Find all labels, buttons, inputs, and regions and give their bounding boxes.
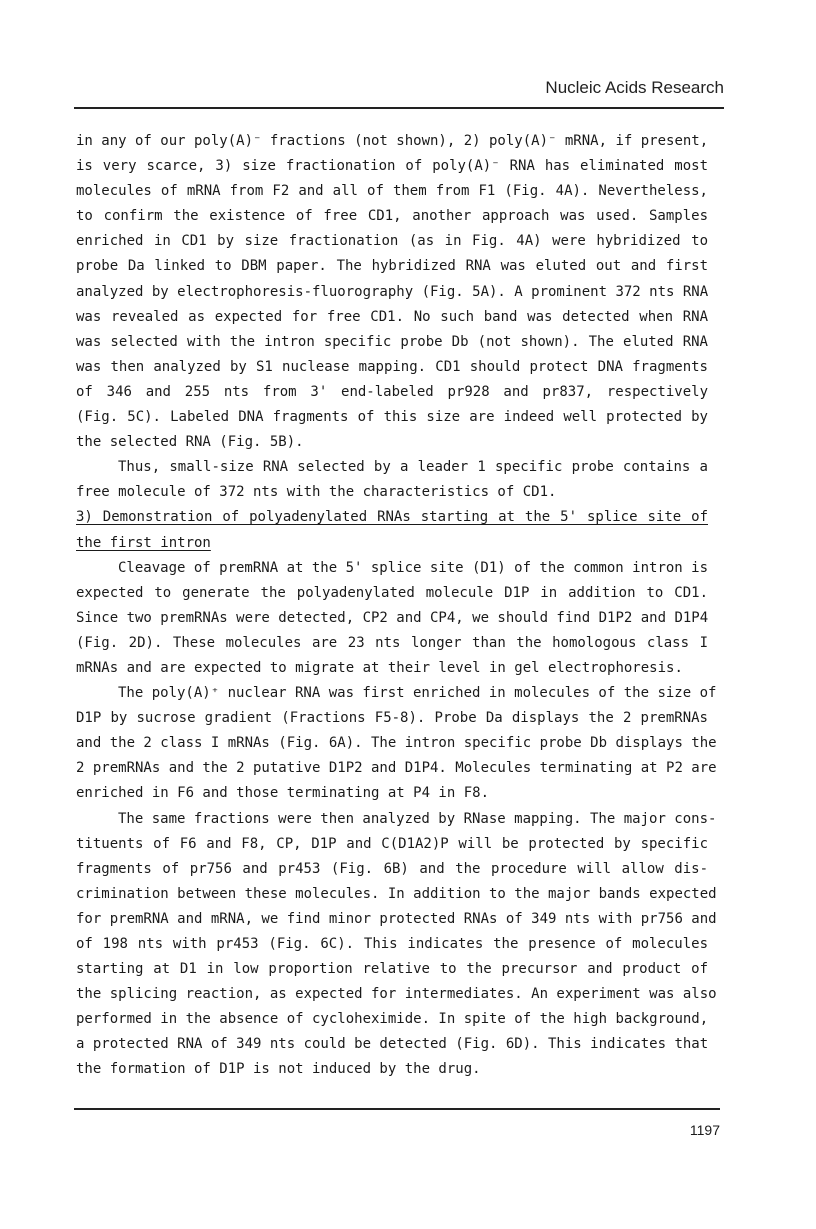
page-number: 1197 <box>689 1122 720 1138</box>
text-line: in any of our poly(A)⁻ fractions (not shown), 2) poly(A)⁻ mRNA, if present, <box>76 133 709 149</box>
text-line: mRNAs and are expected to migrate at their level in gel electrophoresis. <box>76 659 683 676</box>
text-line: the splicing reaction, as expected for intermediates. An experiment was also <box>76 986 717 1003</box>
text-line: The poly(A)⁺ nuclear RNA was first enriched in molecules of the size of <box>118 685 717 702</box>
heading-line: the first intron <box>76 534 211 551</box>
text-line: expected to generate the polyadenylated molecule D1P in addition to CD1. <box>76 584 708 601</box>
text-line: crimination between these molecules. In addition to the major bands expected <box>76 885 717 902</box>
text-line: starting at D1 in low proportion relative to the precursor and product of <box>76 961 708 978</box>
text-line: and the 2 class I mRNAs (Fig. 6A). The intron specific probe Db displays the <box>76 735 717 752</box>
text-line: D1P by sucrose gradient (Fractions F5-8). Probe Da displays the 2 premRNAs <box>76 710 708 727</box>
text-line: probe Da linked to DBM paper. The hybridized RNA was eluted out and first <box>76 258 708 275</box>
paragraph-4 <box>76 681 717 806</box>
text-line: was then analyzed by S1 nuclease mapping. CD1 should protect DNA fragments <box>76 358 708 375</box>
text-line: enriched in CD1 by size fractionation (as in Fig. 4A) were hybridized to <box>76 233 708 250</box>
heading-line: 3) Demonstration of polyadenylated RNAs starting at the 5' splice site of <box>76 509 708 526</box>
text-line: analyzed by electrophoresis-fluorography (Fig. 5A). A prominent 372 nts RNA <box>76 283 709 300</box>
text-line: Cleavage of premRNA at the 5' splice site (D1) of the common intron is <box>118 559 709 576</box>
text-line: (Fig. 2D). These molecules are 23 nts longer than the homologous class I <box>76 634 708 651</box>
text-line: tituents of F6 and F8, CP, D1P and C(D1A2)P will be protected by specific <box>76 835 708 852</box>
text-line: of 346 and 255 nts from 3' end-labeled pr928 and pr837, respectively <box>76 383 708 400</box>
text-line: (Fig. 5C). Labeled DNA fragments of this size are indeed well protected by <box>76 409 708 426</box>
paragraph-2 <box>76 455 708 505</box>
text-line: enriched in F6 and those terminating at P4 in F8. <box>76 785 490 802</box>
text-line: The same fractions were then analyzed by RNase mapping. The major cons- <box>118 810 717 827</box>
text-line: for premRNA and mRNA, we find minor protected RNAs of 349 nts with pr756 and <box>76 910 717 927</box>
journal-title: Nucleic Acids Research <box>545 78 724 97</box>
text-line: fragments of pr756 and pr453 (Fig. 6B) and the procedure will allow dis- <box>76 860 708 877</box>
text-line: the selected RNA (Fig. 5B). <box>76 434 304 451</box>
text-line: 2 premRNAs and the 2 putative D1P2 and D1P4. Molecules terminating at P2 are <box>76 760 717 777</box>
text-line: performed in the absence of cycloheximide. In spite of the high background, <box>76 1011 709 1028</box>
paragraph-1 <box>76 129 708 455</box>
text-line: the formation of D1P is not induced by the drug. <box>76 1061 481 1078</box>
body-text <box>76 129 717 1083</box>
text-line: is very scarce, 3) size fractionation of poly(A)⁻ RNA has eliminated most <box>76 158 708 175</box>
text-line: free molecule of 372 nts with the characteristics of CD1. <box>76 484 557 501</box>
text-line: Since two premRNAs were detected, CP2 and CP4, we should find D1P2 and D1P4 <box>76 609 709 626</box>
text-line: a protected RNA of 349 nts could be detected (Fig. 6D). This indicates that <box>76 1036 709 1053</box>
text-line: of 198 nts with pr453 (Fig. 6C). This indicates the presence of molecules <box>76 936 708 952</box>
text-line: Thus, small-size RNA selected by a leader 1 specific probe contains a <box>118 459 708 476</box>
paragraph-3 <box>76 556 708 681</box>
text-line: was revealed as expected for free CD1. No such band was detected when RNA <box>76 308 708 325</box>
header-rule <box>74 107 724 109</box>
section-heading <box>76 505 708 555</box>
footer-rule <box>74 1108 720 1110</box>
text-line: was selected with the intron specific probe Db (not shown). The eluted RNA <box>76 333 708 350</box>
text-line: molecules of mRNA from F2 and all of them from F1 (Fig. 4A). Nevertheless, <box>76 183 708 200</box>
paragraph-5 <box>76 807 717 1083</box>
text-line: to confirm the existence of free CD1, another approach was used. Samples <box>76 208 708 225</box>
